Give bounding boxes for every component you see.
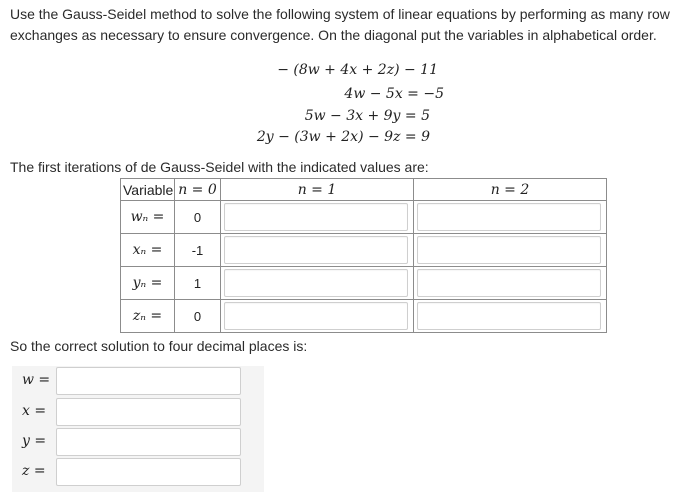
equation-1: − (8w + 4x + 2z) − 11 — [277, 62, 438, 78]
solution-label: So the correct solution to four decimal places is: — [10, 338, 308, 354]
row-y-n2-cell — [414, 267, 607, 300]
row-y-n0: 1 — [175, 267, 221, 300]
row-x-n1-cell — [221, 234, 414, 267]
header-n2: n = 2 — [414, 179, 607, 201]
solution-var-w: w = — [22, 372, 51, 388]
z-n2-input[interactable] — [417, 302, 601, 330]
iterations-label: The first iterations of de Gauss-Seidel with the indicated values are: — [10, 159, 429, 175]
solution-var-z: z = — [22, 463, 46, 479]
row-label-x: xₙ = — [121, 234, 175, 267]
row-w-n1-cell — [221, 201, 414, 234]
problem-statement: Use the Gauss-Seidel method to solve the following system of linear equations by performing as many row exchanges as necessary to ensure convergence. On the diagonal put the variables in alphabetical order. — [10, 6, 670, 43]
row-w-n0: 0 — [175, 201, 221, 234]
w-n2-input[interactable] — [417, 203, 601, 231]
row-label-w: wₙ = — [121, 201, 175, 234]
table-header-row — [121, 179, 607, 201]
table-row — [121, 267, 607, 300]
solution-row-x — [12, 397, 264, 427]
iterations-table — [120, 178, 607, 333]
y-n2-input[interactable] — [417, 269, 601, 297]
y-n1-input[interactable] — [224, 269, 408, 297]
row-y-n1-cell — [221, 267, 414, 300]
row-z-n0: 0 — [175, 300, 221, 333]
z-solution-input[interactable] — [56, 458, 241, 486]
header-n0: n = 0 — [175, 179, 221, 201]
table-row — [121, 300, 607, 333]
x-n2-input[interactable] — [417, 236, 601, 264]
header-variable: Variable — [121, 179, 175, 201]
y-solution-input[interactable] — [56, 428, 241, 456]
solution-panel — [12, 366, 264, 492]
x-n1-input[interactable] — [224, 236, 408, 264]
solution-var-y: y = — [22, 433, 47, 449]
row-w-n2-cell — [414, 201, 607, 234]
table-row — [121, 234, 607, 267]
table-row — [121, 201, 607, 234]
equation-2: 4w − 5x = −5 — [344, 86, 444, 102]
row-x-n2-cell — [414, 234, 607, 267]
solution-row-z — [12, 457, 264, 487]
row-z-n2-cell — [414, 300, 607, 333]
row-label-y: yₙ = — [121, 267, 175, 300]
solution-row-w — [12, 366, 264, 396]
x-solution-input[interactable] — [56, 398, 241, 426]
row-label-z: zₙ = — [121, 300, 175, 333]
solution-row-y — [12, 427, 264, 457]
row-x-n0: -1 — [175, 234, 221, 267]
w-n1-input[interactable] — [224, 203, 408, 231]
equation-4: 2y − (3w + 2x) − 9z = 9 — [256, 129, 430, 145]
solution-var-x: x = — [22, 403, 47, 419]
w-solution-input[interactable] — [56, 367, 241, 395]
header-n1: n = 1 — [221, 179, 414, 201]
row-z-n1-cell — [221, 300, 414, 333]
equation-3: 5w − 3x + 9y = 5 — [304, 108, 430, 124]
z-n1-input[interactable] — [224, 302, 408, 330]
